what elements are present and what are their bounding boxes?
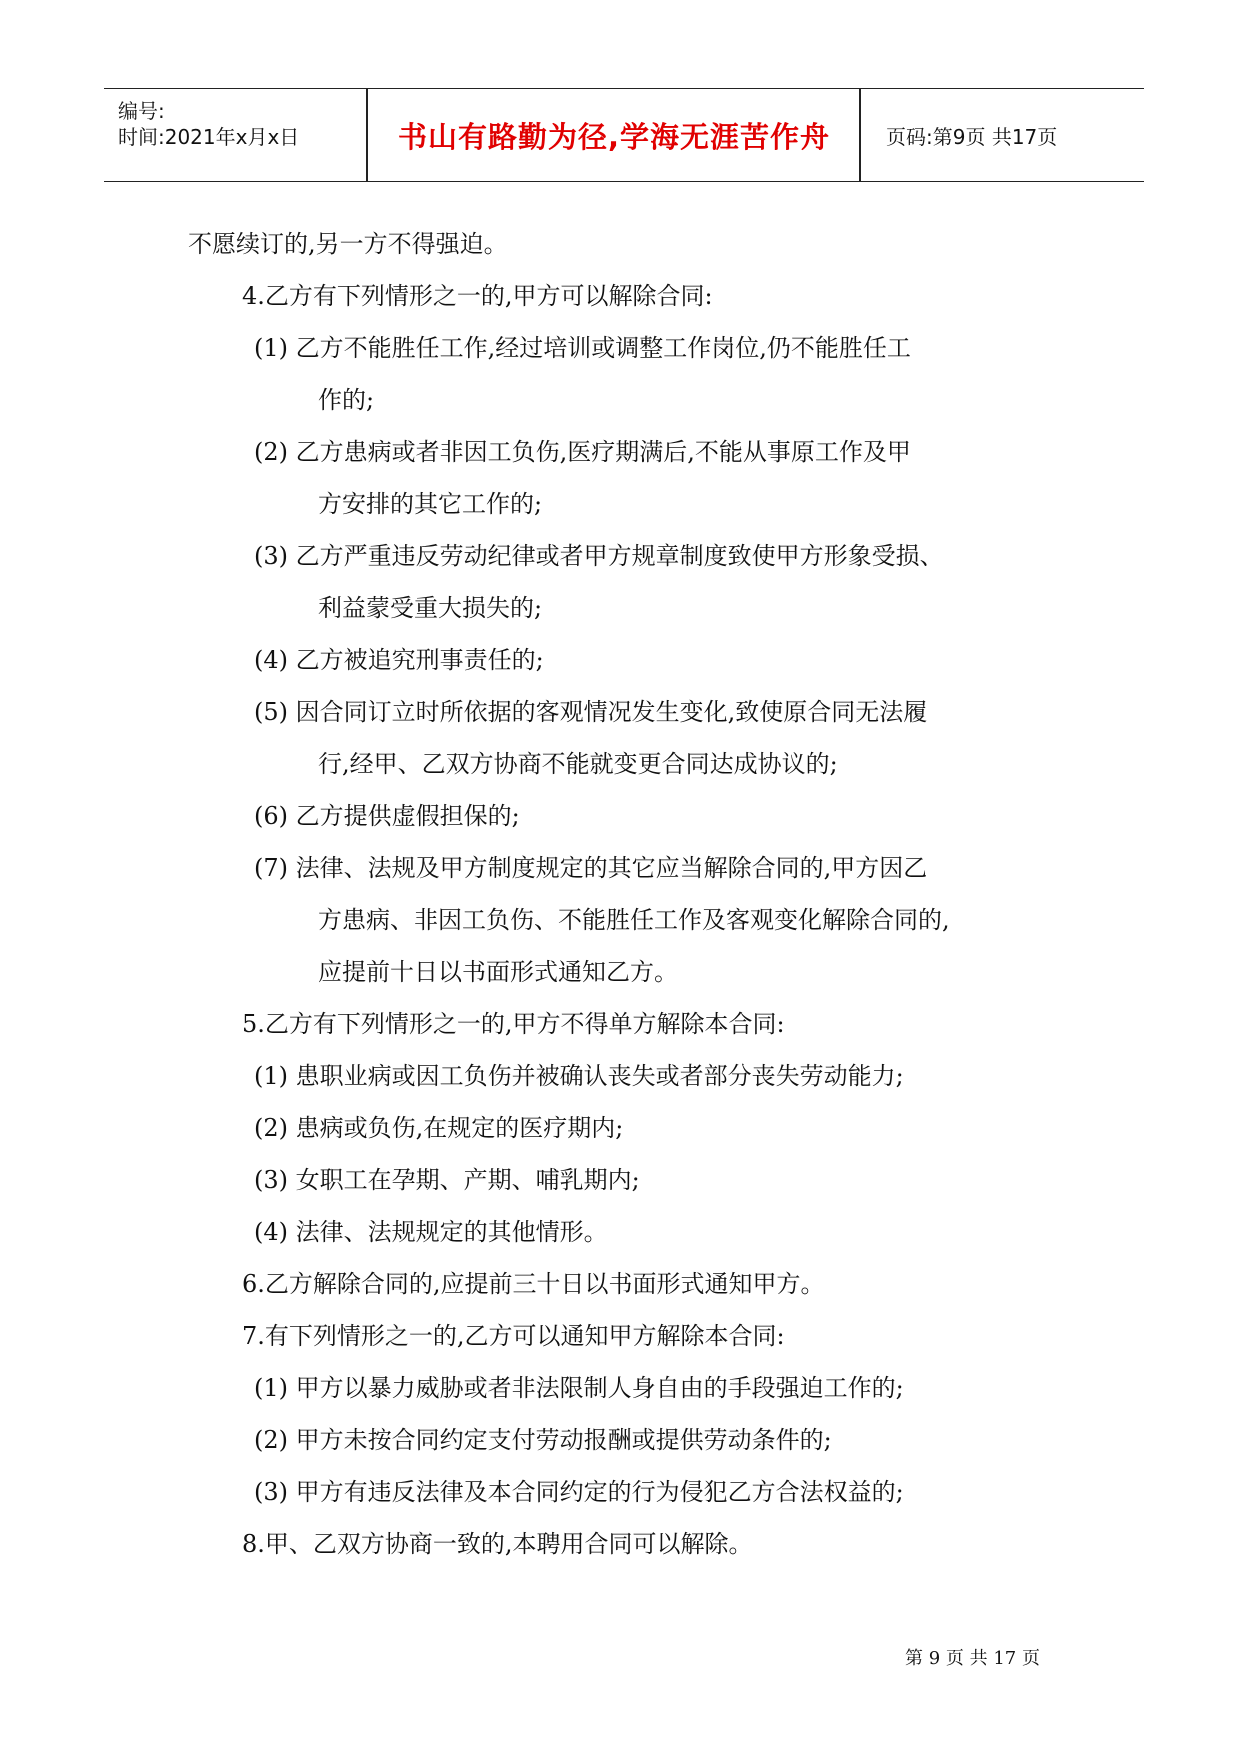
text-line: (1) 乙方不能胜任工作,经过培训或调整工作岗位,仍不能胜任工 (254, 334, 911, 362)
header-divider-right (859, 89, 861, 181)
serial-number-label: 编号: (118, 99, 165, 123)
page-footer: 第 9 页 共 17 页 (905, 1648, 1040, 1669)
text-line: 不愿续订的,另一方不得强迫。 (188, 230, 508, 258)
text-line: (2) 患病或负伤,在规定的医疗期内; (254, 1114, 624, 1142)
text-line: 利益蒙受重大损失的; (318, 594, 543, 622)
text-line: (7) 法律、法规及甲方制度规定的其它应当解除合同的,甲方因乙 (254, 854, 928, 882)
text-line: (5) 因合同订立时所依据的客观情况发生变化,致使原合同无法履 (254, 698, 928, 726)
text-line: 6.乙方解除合同的,应提前三十日以书面形式通知甲方。 (242, 1270, 825, 1298)
text-line: 作的; (318, 386, 375, 414)
text-line: (2) 乙方患病或者非因工负伤,医疗期满后,不能从事原工作及甲 (254, 438, 911, 466)
text-line: (3) 甲方有违反法律及本合同约定的行为侵犯乙方合法权益的; (254, 1478, 904, 1506)
text-line: (3) 乙方严重违反劳动纪律或者甲方规章制度致使甲方形象受损、 (254, 542, 944, 570)
text-line: (1) 甲方以暴力威胁或者非法限制人身自由的手段强迫工作的; (254, 1374, 904, 1402)
text-line: (1) 患职业病或因工负伤并被确认丧失或者部分丧失劳动能力; (254, 1062, 904, 1090)
text-line: 应提前十日以书面形式通知乙方。 (318, 958, 678, 986)
text-line: 7.有下列情形之一的,乙方可以通知甲方解除本合同: (242, 1322, 785, 1350)
header-page-info: 页码:第9页 共17页 (886, 124, 1058, 149)
date-label: 时间:2021年x月x日 (118, 125, 300, 149)
header-meta (118, 89, 363, 181)
text-line: (3) 女职工在孕期、产期、哺乳期内; (254, 1166, 640, 1194)
text-line: 8.甲、乙双方协商一致的,本聘用合同可以解除。 (242, 1530, 753, 1558)
header-motto: 书山有路勤为径,学海无涯苦作舟 (397, 119, 831, 154)
text-line: 方安排的其它工作的; (318, 490, 543, 518)
text-line: (4) 法律、法规规定的其他情形。 (254, 1218, 608, 1246)
text-line: (4) 乙方被追究刑事责任的; (254, 646, 544, 674)
page-header (104, 88, 1144, 182)
text-line: 行,经甲、乙双方协商不能就变更合同达成协议的; (318, 750, 838, 778)
text-line: 5.乙方有下列情形之一的,甲方不得单方解除本合同: (242, 1010, 785, 1038)
text-line: 4.乙方有下列情形之一的,甲方可以解除合同: (242, 282, 713, 310)
text-line: (6) 乙方提供虚假担保的; (254, 802, 520, 830)
header-divider-left (366, 89, 368, 181)
text-line: (2) 甲方未按合同约定支付劳动报酬或提供劳动条件的; (254, 1426, 832, 1454)
text-line: 方患病、非因工负伤、不能胜任工作及客观变化解除合同的, (318, 906, 950, 934)
